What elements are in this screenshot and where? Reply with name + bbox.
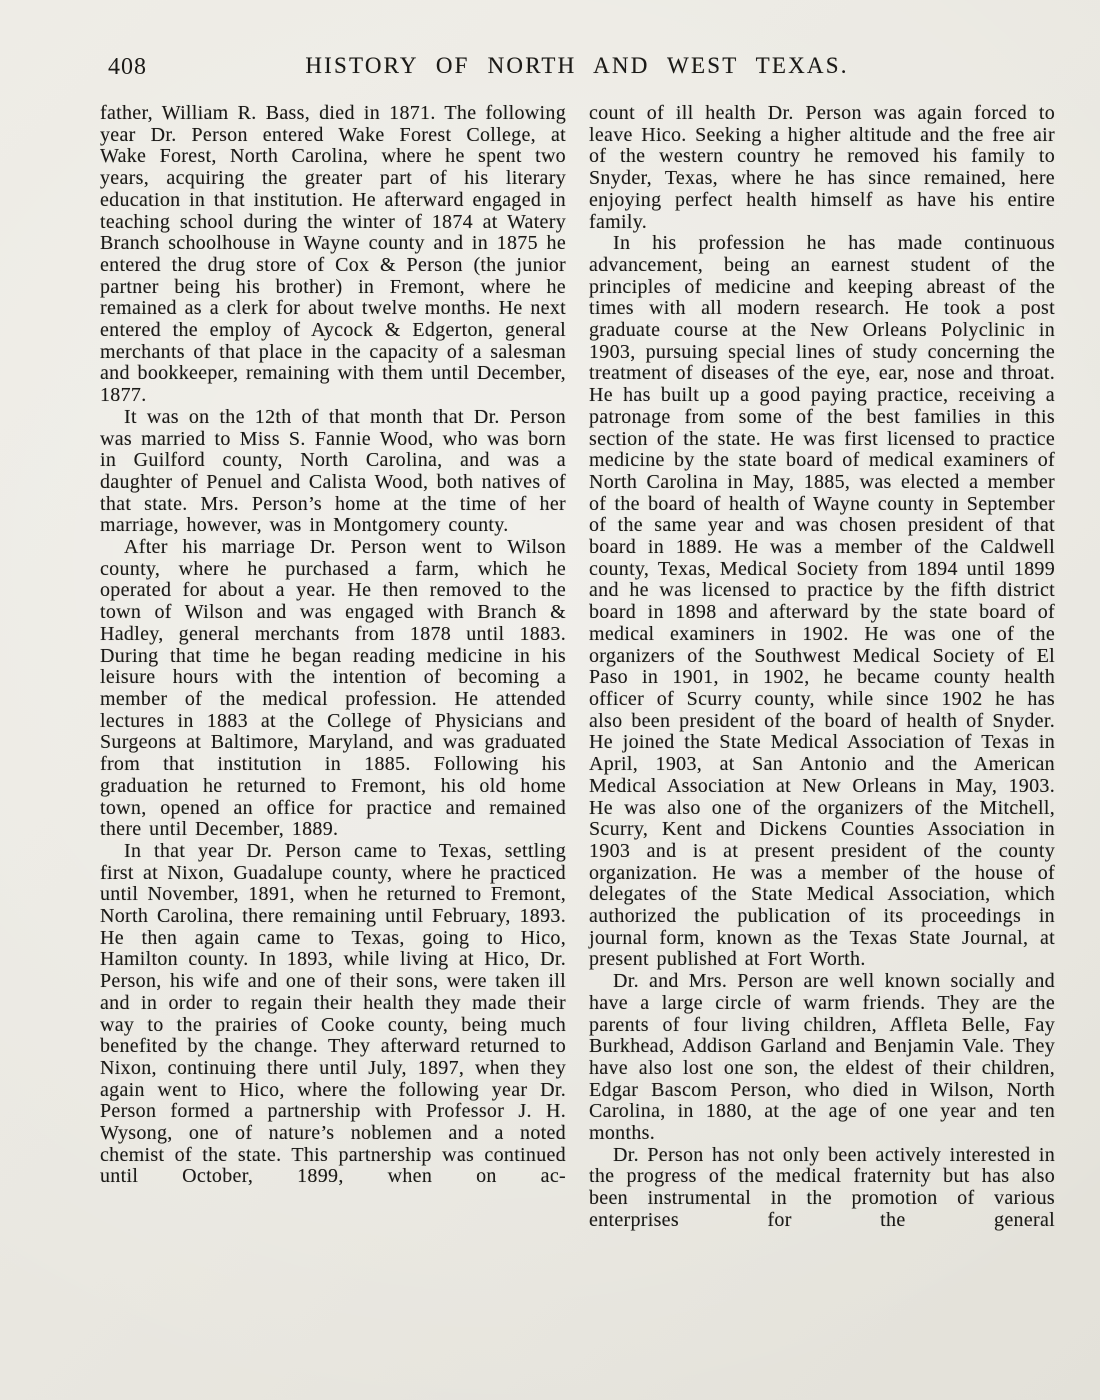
- paragraph: In that year Dr. Person came to Texas, settling first at Nixon, Guadalupe county, where he practiced until November, 1891, when he returned to Fremont, North Carolina, there remaining until February, 1893. He then again came to Texas, going to Hico, Hamilton county. In 1893, while living at Hico, Dr. Person, his wife and one of their sons, were taken ill and in order to regain their health they made their way to the prairies of Cooke county, being much benefited by the change. They afterward returned to Nixon, continuing there until July, 1897, when they again went to Hico, where the following year Dr. Person formed a partnership with Professor J. H. Wysong, one of nature’s noblemen and a noted chemist of the state. This partnership was continued until October, 1899, when on ac-: [100, 839, 566, 1188]
- paragraph: After his marriage Dr. Person went to Wilson county, where he purchased a farm, which he operated for about a year. He then removed to the town of Wilson and was engaged with Branch & Hadley, general merchants from 1878 until 1883. During that time he began reading medicine in his leisure hours with the intention of becoming a member of the medical profession. He attended lectures in 1883 at the College of Physicians and Surgeons at Baltimore, Maryland, and was graduated from that institution in 1885. Following his graduation he returned to Fremont, his old home town, opened an office for practice and remained there until December, 1889.: [100, 536, 566, 841]
- paragraph-continuation: father, William R. Bass, died in 1871. The following year Dr. Person entered Wake Forest College, at Wake Forest, North Carolina, where he spent two years, acquiring the greater part of his literary education in that institution. He afterward engaged in teaching school during the winter of 1874 at Watery Branch schoolhouse in Wayne county and in 1875 he entered the drug store of Cox & Person (the junior partner being his brother) in Fremont, where he remained as a clerk for about twelve months. He next entered the employ of Aycock & Edgerton, general merchants of that place in the capacity of a salesman and bookkeeper, remaining with them until December, 1877.: [100, 102, 566, 407]
- paragraph: Dr. Person has not only been actively interested in the progress of the medical fraternity but has also been instrumental in the promotion of various enterprises for the general: [589, 1143, 1055, 1231]
- paragraph: Dr. and Mrs. Person are well known socially and have a large circle of warm friends. They are the parents of four living children, Affleta Belle, Fay Burkhead, Addison Garland and Benjamin Vale. They have also lost one son, the eldest of their children, Edgar Bascom Person, who died in Wilson, North Carolina, in 1880, at the age of one year and ten months.: [589, 970, 1055, 1145]
- right-column: [589, 103, 1055, 1232]
- paragraph: In his profession he has made continuous advancement, being an earnest student of the principles of medicine and keeping abreast of the times with all modern research. He took a post graduate course at the New Orleans Polyclinic in 1903, pursuing special lines of study concerning the treatment of diseases of the eye, ear, nose and throat. He has built up a good paying practice, receiving a patronage from some of the best families in this section of the state. He was first licensed to practice medicine by the state board of medical examiners of North Carolina in May, 1885, was elected a member of the board of health of Wayne county in September of the same year and was chosen president of that board in 1889. He was a member of the Caldwell county, Texas, Medical Society from 1894 until 1899 and he was licensed to practice by the fifth district board in 1898 and afterward by the state board of medical examiners in 1902. He was one of the organizers of the Southwest Medical Society of El Paso in 1901, in 1902, he became county health officer of Scurry county, while since 1902 he has also been president of the board of health of Snyder. He joined the State Medical Association of Texas in April, 1903, at San Antonio and the American Medical Association at New Orleans in May, 1903. He was also one of the organizers of the Mitchell, Scurry, Kent and Dickens Counties Association in 1903 and is at present president of the county organization. He was a member of the house of delegates of the State Medical Association, which authorized the publication of its proceedings in journal form, known as the Texas State Journal, at present published at Fort Worth.: [589, 232, 1055, 971]
- running-head: [100, 50, 1054, 86]
- paragraph: It was on the 12th of that month that Dr. Person was married to Miss S. Fannie Wood, who was born in Guilford county, North Carolina, and was a daughter of Penuel and Calista Wood, both natives of that state. Mrs. Person’s home at the time of her marriage, however, was in Montgomery county.: [100, 405, 566, 537]
- paragraph-continuation: count of ill health Dr. Person was again forced to leave Hico. Seeking a higher altitude and the free air of the western country he removed his family to Snyder, Texas, where he has since remained, here enjoying perfect health himself as have his entire family.: [589, 102, 1055, 233]
- page-number: 408: [108, 54, 147, 80]
- left-column: [100, 103, 566, 1232]
- text-columns: [100, 103, 1055, 1232]
- running-title: HISTORY OF NORTH AND WEST TEXAS.: [305, 53, 849, 78]
